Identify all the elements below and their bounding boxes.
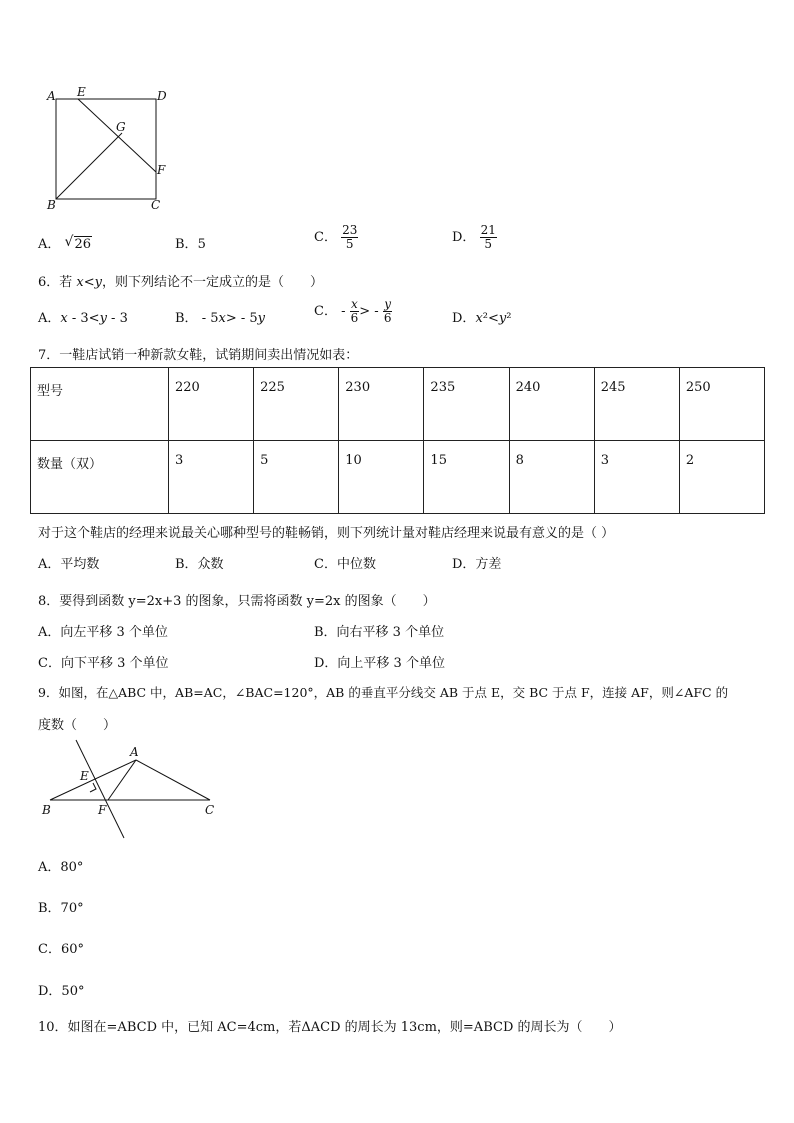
triangle-figure [38,738,228,844]
label-A: A [47,89,56,103]
label-E: E [80,769,89,783]
q5-option-a[interactable]: A． √ 26 [38,234,92,252]
q5-option-b[interactable]: B．5 [175,237,206,252]
q7-option-a[interactable]: A．平均数 [38,557,100,572]
table-cell: 225 [254,368,339,441]
q6-option-d[interactable]: D．x²<y² [452,311,512,326]
label-B: B [47,198,56,212]
q7-question: 对于这个鞋店的经理来说最关心哪种型号的鞋畅销，则下列统计量对鞋店经理来说最有意义的是（ ） [38,526,615,541]
q9-stem-line1: 9．如图，在△ABC 中，AB=AC，∠BAC=120°，AB 的垂直平分线交 AB 于点 E，交 BC 于点 F，连接 AF，则∠AFC 的 [38,685,729,700]
fraction: $\frac{21}{5}$ [480,223,496,252]
label-C: C [151,198,161,212]
q10-stem: 10．如图在=ABCD 中，已知 AC=4cm，若ΔACD 的周长为 13cm，则=ABCD 的周长为（ ） [38,1020,622,1035]
q9-option-a[interactable]: A．80° [38,860,84,875]
sqrt-26: √ 26 [64,234,92,252]
table-cell: 10 [339,441,424,514]
q7-stem: 7．一鞋店试销一种新款女鞋，试销期间卖出情况如表： [38,348,359,363]
table-cell: 3 [169,441,254,514]
table-cell: 数量（双） [31,441,169,514]
q6-option-a[interactable]: A．x - 3<y - 3 [38,311,128,326]
q7-option-b[interactable]: B．众数 [175,557,224,572]
q7-option-d[interactable]: D．方差 [452,557,502,572]
label-F: F [98,803,107,817]
q8-option-a[interactable]: A．向左平移 3 个单位 [38,625,168,640]
table-cell: 235 [424,368,509,441]
table-cell: 15 [424,441,509,514]
sales-table [30,367,765,514]
table-cell: 250 [679,368,764,441]
q9-option-c[interactable]: C．60° [38,942,84,957]
q8-stem: 8．要得到函数 y=2x+3 的图象，只需将函数 y=2x 的图象（ ） [38,594,436,609]
table-cell: 230 [339,368,424,441]
label-B: B [42,803,51,817]
fraction: $\frac{y}{6}$ [383,297,392,326]
table-cell: 245 [594,368,679,441]
q9-option-d[interactable]: D．50° [38,984,85,999]
q8-option-d[interactable]: D．向上平移 3 个单位 [314,656,445,671]
table-cell: 3 [594,441,679,514]
q5-option-d[interactable]: D． $\frac{21}{5}$ [452,223,496,252]
q9-option-b[interactable]: B．70° [38,901,84,916]
table-cell: 5 [254,441,339,514]
square-figure [40,84,180,214]
label-E: E [77,85,86,99]
fraction: $\frac{23}{5}$ [342,223,358,252]
label-A: A [130,745,139,759]
table-row [31,368,765,441]
q8-option-c[interactable]: C．向下平移 3 个单位 [38,656,169,671]
label-F: F [157,163,166,177]
table-cell: 240 [509,368,594,441]
fraction: $\frac{x}{6}$ [350,297,359,326]
q6-stem: 6．若 x<y，则下列结论不一定成立的是（ ） [38,275,324,290]
q6-option-c[interactable]: C． - $\frac{x}{6}$ > - $\frac{y}{6}$ [314,297,392,326]
label-C: C [205,803,215,817]
label-D: D [157,89,167,103]
q8-option-b[interactable]: B．向右平移 3 个单位 [314,625,445,640]
table-row [31,441,765,514]
label-G: G [116,120,126,134]
table-cell: 2 [679,441,764,514]
q9-stem-line2: 度数（ ） [38,718,117,733]
q5-option-c[interactable]: C． $\frac{23}{5}$ [314,223,358,252]
table-cell: 型号 [31,368,169,441]
table-cell: 220 [169,368,254,441]
q7-option-c[interactable]: C．中位数 [314,557,376,572]
q6-option-b[interactable]: B． - 5x> - 5y [175,311,266,326]
table-cell: 8 [509,441,594,514]
